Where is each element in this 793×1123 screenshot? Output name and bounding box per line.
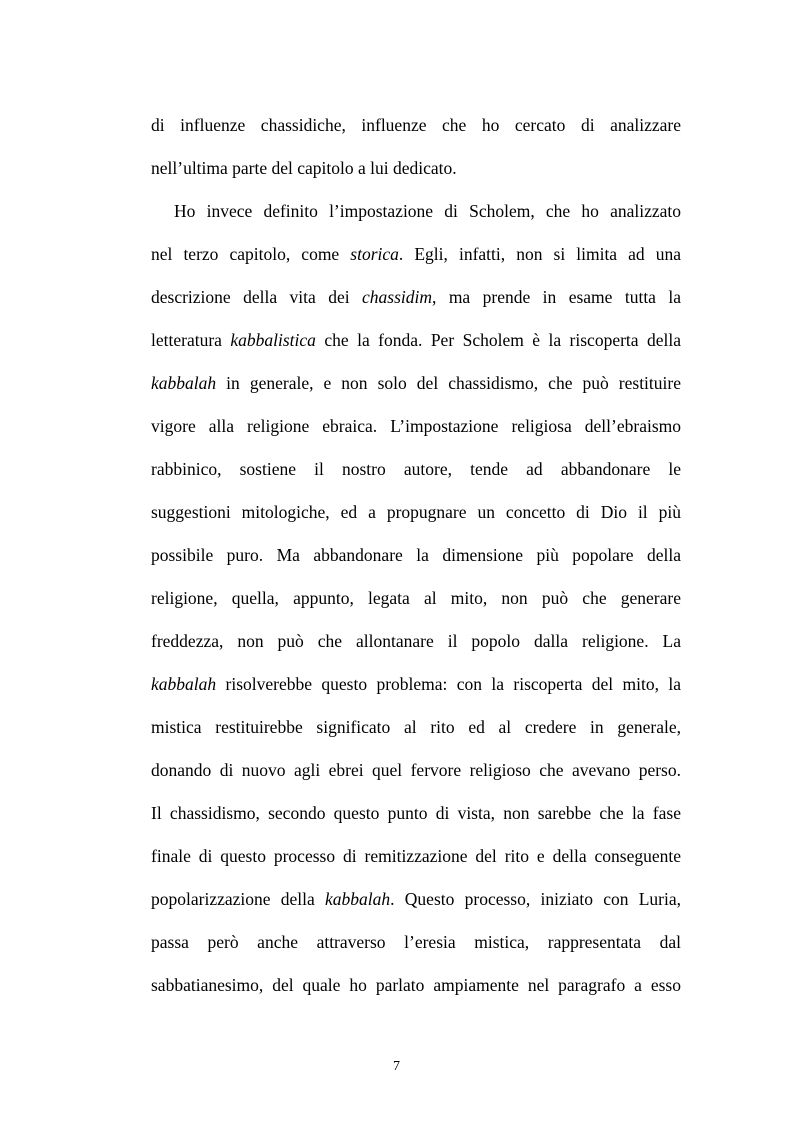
text-line xyxy=(151,534,681,577)
text-segment: nell’ultima parte del capitolo a lui dedicato. xyxy=(151,158,457,178)
text-segment: . Egli, infatti, non si limita ad una xyxy=(398,244,682,264)
text-segment: sabbatianesimo, del quale ho parlato ampiamente nel paragrafo a esso xyxy=(151,975,681,995)
text-segment: passa però anche attraverso l’eresia mistica, rappresentata dal xyxy=(151,932,681,952)
text-segment: freddezza, non può che allontanare il popolo dalla religione. La xyxy=(151,631,681,651)
text-segment: che la fonda. Per Scholem è la riscoperta della xyxy=(315,330,681,350)
text-segment: in generale, e non solo del chassidismo, che può restituire xyxy=(216,373,681,393)
text-line xyxy=(151,276,681,319)
body-text xyxy=(151,104,681,1007)
text-line xyxy=(151,792,681,835)
text-line xyxy=(151,964,681,1007)
text-line xyxy=(151,663,681,706)
page-number: 7 xyxy=(393,1059,400,1074)
text-line xyxy=(151,921,681,964)
italic-term: kabbalah xyxy=(325,889,391,909)
text-segment: letteratura xyxy=(151,330,231,350)
text-segment: , ma prende in esame tutta la xyxy=(432,287,682,307)
text-segment: possibile puro. Ma abbandonare la dimensione più popolare della xyxy=(151,545,681,565)
text-line xyxy=(151,878,681,921)
text-line xyxy=(151,405,681,448)
italic-term: kabbalistica xyxy=(230,330,316,350)
text-line xyxy=(151,749,681,792)
text-line xyxy=(151,448,681,491)
text-segment: donando di nuovo agli ebrei quel fervore religioso che avevano perso. xyxy=(151,760,681,780)
text-line xyxy=(151,835,681,878)
text-segment: di influenze chassidiche, influenze che ho cercato di analizzare xyxy=(151,115,681,135)
text-segment: rabbinico, sostiene il nostro autore, tende ad abbandonare le xyxy=(151,459,681,479)
text-segment: risolverebbe questo problema: con la riscoperta del mito, la xyxy=(216,674,681,694)
text-segment: suggestioni mitologiche, ed a propugnare un concetto di Dio il più xyxy=(151,502,681,522)
text-segment: vigore alla religione ebraica. L’impostazione religiosa dell’ebraismo xyxy=(151,416,681,436)
text-line xyxy=(151,362,681,405)
text-segment: descrizione della vita dei xyxy=(151,287,363,307)
text-line xyxy=(151,706,681,749)
text-line xyxy=(151,620,681,663)
text-segment: . Questo processo, iniziato con Luria, xyxy=(390,889,681,909)
text-line xyxy=(151,104,681,147)
text-segment: Il chassidismo, secondo questo punto di vista, non sarebbe che la fase xyxy=(151,803,681,823)
text-line xyxy=(151,147,681,190)
text-segment: popolarizzazione della xyxy=(151,889,326,909)
italic-term: storica xyxy=(350,244,399,264)
italic-term: kabbalah xyxy=(151,373,217,393)
text-line xyxy=(151,190,681,233)
text-segment: mistica restituirebbe significato al rito ed al credere in generale, xyxy=(151,717,681,737)
text-line xyxy=(151,577,681,620)
text-segment: religione, quella, appunto, legata al mito, non può che generare xyxy=(151,588,681,608)
text-line xyxy=(151,319,681,362)
text-segment: nel terzo capitolo, come xyxy=(151,244,351,264)
italic-term: kabbalah xyxy=(151,674,217,694)
text-line xyxy=(151,233,681,276)
italic-term: chassidim xyxy=(362,287,433,307)
text-segment: Ho invece definito l’impostazione di Scholem, che ho analizzato xyxy=(174,201,681,221)
text-segment: finale di questo processo di remitizzazione del rito e della conseguente xyxy=(151,846,681,866)
text-line xyxy=(151,491,681,534)
